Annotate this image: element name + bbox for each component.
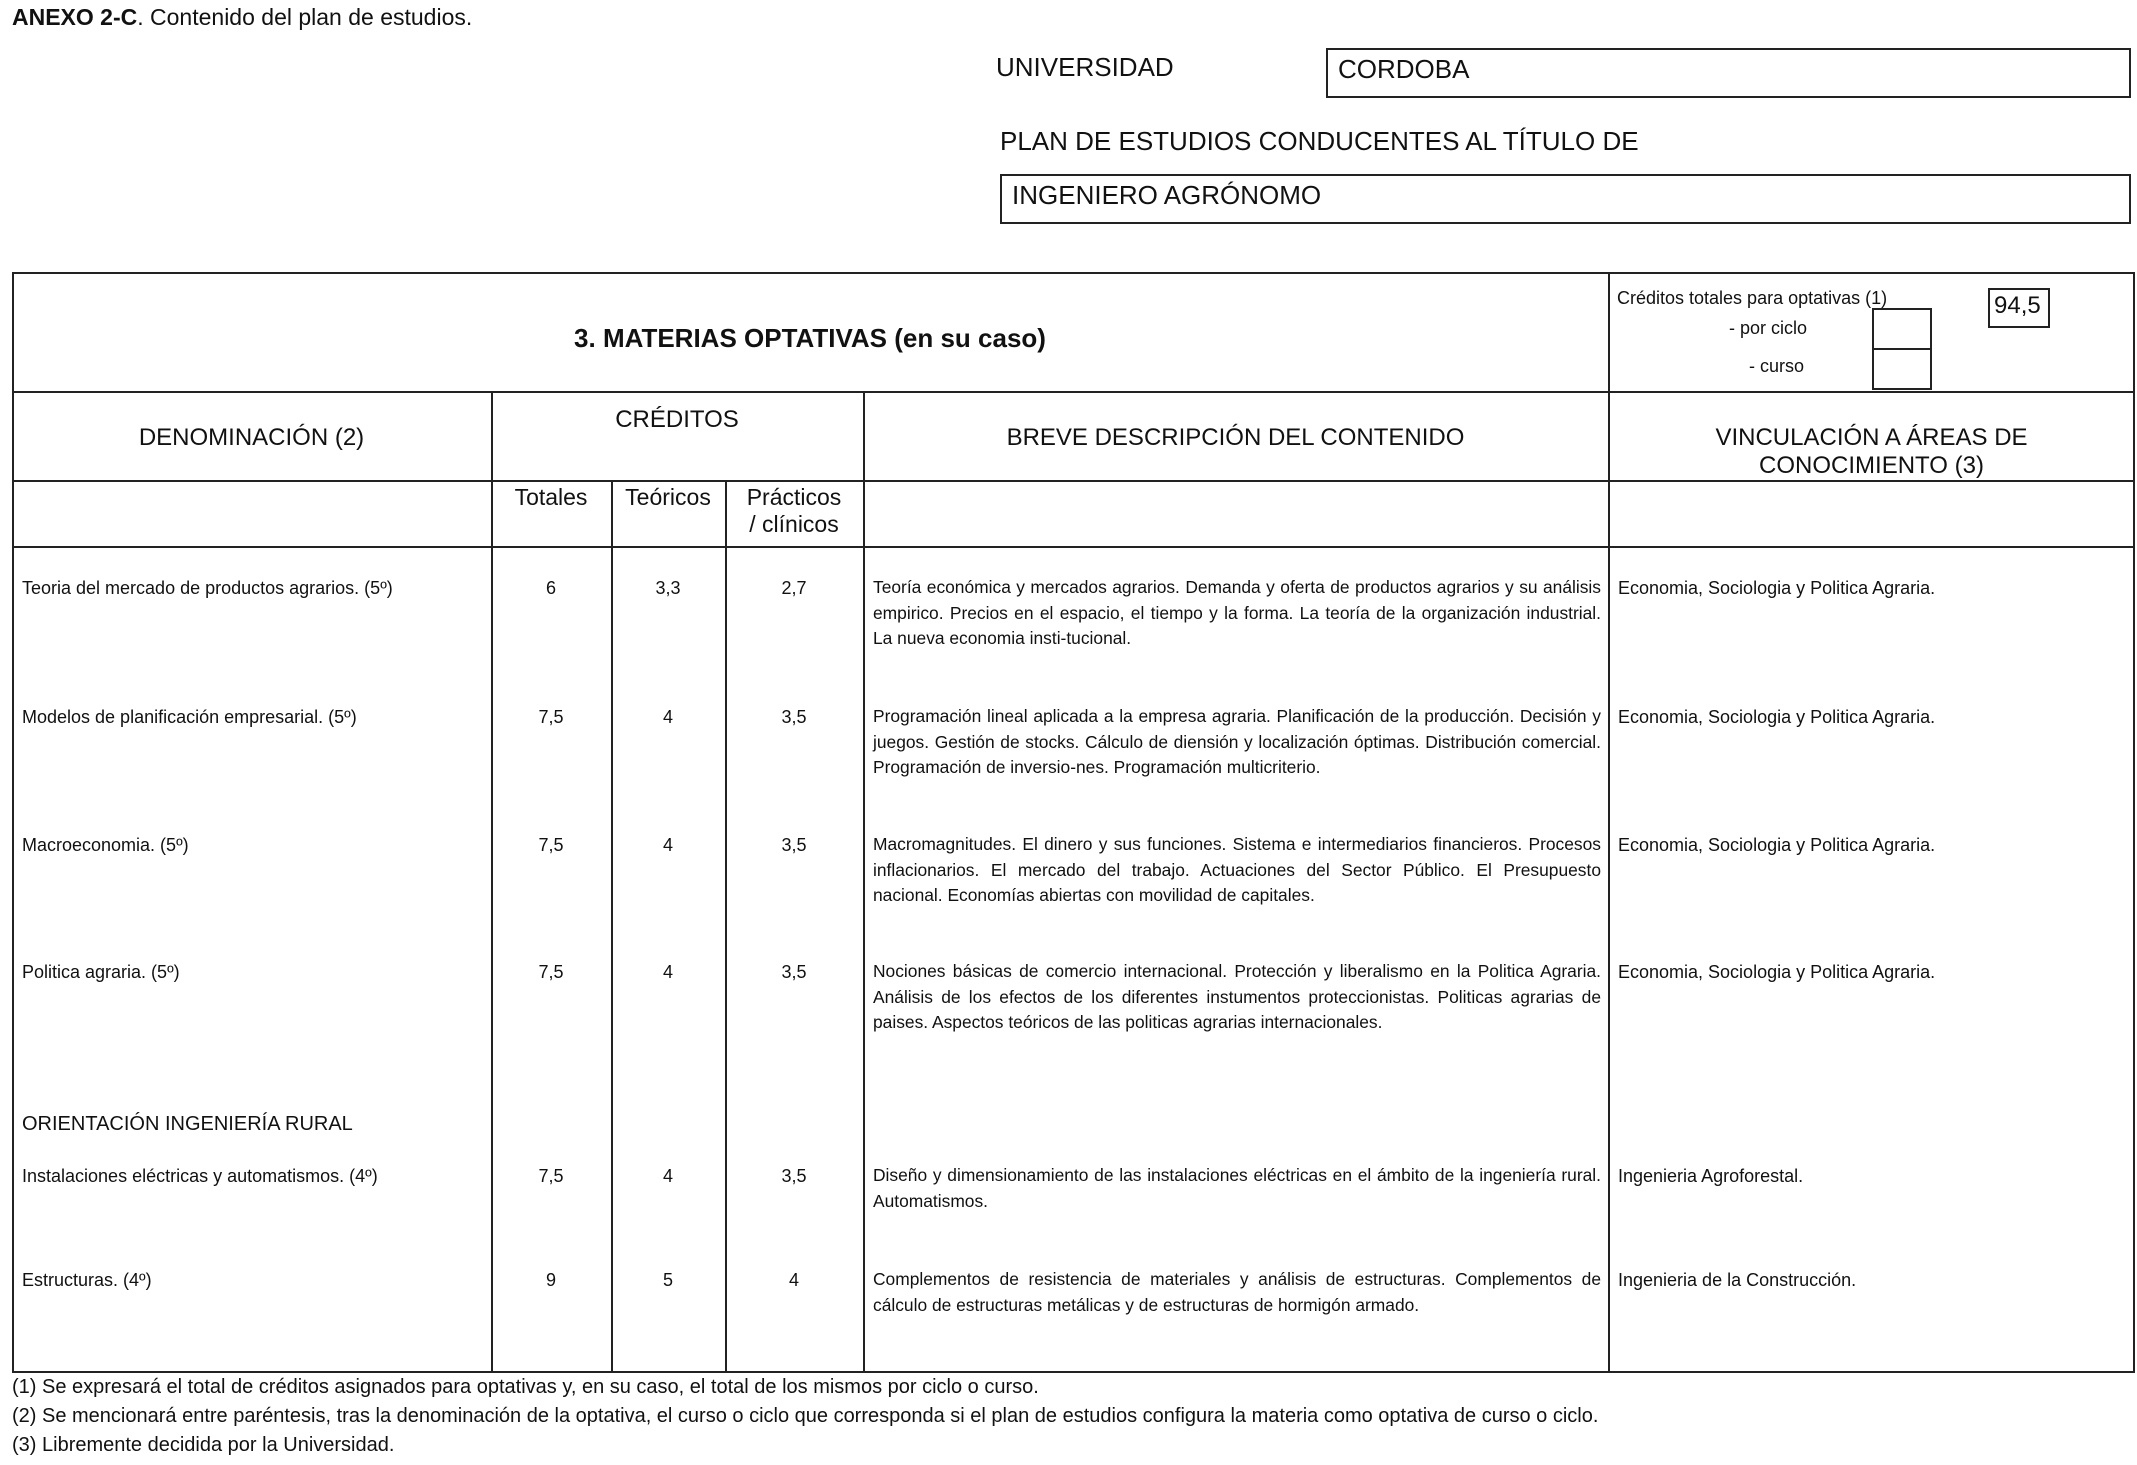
row-area: Economia, Sociologia y Politica Agraria.	[1618, 578, 1936, 598]
divider	[611, 480, 613, 1373]
row-practicos: 2,7	[781, 578, 807, 598]
divider	[12, 480, 2135, 482]
row-practicos: 3,5	[781, 707, 807, 727]
row-teoricos: 4	[662, 1166, 673, 1186]
universidad-value: CORDOBA	[1338, 54, 1470, 84]
row-denominacion: Politica agraria. (5º)	[22, 962, 180, 982]
plan-field	[1000, 174, 2131, 224]
row-denominacion: Modelos de planificación empresarial. (5º)	[22, 707, 357, 727]
row-area: Economia, Sociologia y Politica Agraria.	[1618, 707, 1936, 727]
row-area: Ingenieria de la Construcción.	[1618, 1270, 1857, 1290]
row-teoricos: 5	[662, 1270, 673, 1290]
row-teoricos: 4	[662, 962, 673, 982]
annex-heading	[12, 4, 472, 31]
divider	[491, 480, 863, 482]
divider	[12, 391, 2135, 393]
creditos-totales-label: Créditos totales para optativas (1)	[1617, 288, 1888, 308]
row-practicos: 3,5	[781, 962, 807, 982]
por-ciclo-label: - por ciclo	[1729, 318, 1808, 338]
row-descripcion: Teoría económica y mercados agrarios. Demanda y oferta de productos agrarios y su análisis empirico. Precios en el espacio, el tiempo y la forma. La teoría de la organización industrial. La nueva economia insti-tucional.	[873, 577, 1601, 648]
row-descripcion: Macromagnitudes. El dinero y sus funciones. Sistema e intermediarios financieros. Procesos inflacionarios. El mercado del trabajo. Actuaciones del Sector Público. El Presupuesto nacional. Economías abiertas con movilidad de capitales.	[873, 834, 1601, 905]
divider	[725, 480, 727, 1373]
curso-box	[1872, 348, 1932, 390]
row-totales: 6	[545, 578, 556, 598]
row-denominacion: Estructuras. (4º)	[22, 1270, 152, 1290]
divider	[12, 546, 2135, 548]
header-teoricos: Teóricos	[625, 484, 711, 510]
row-denominacion: Instalaciones eléctricas y automatismos. (4º)	[22, 1166, 378, 1186]
universidad-label: UNIVERSIDAD	[996, 52, 1174, 82]
row-descripcion: Nociones básicas de comercio internacional. Protección y liberalismo en la Politica Agraria. Análisis de los efectos de los diferentes instumentos proteccionistas. Politicas agrarias de paises. Aspectos teóricos de las politicas agrarias internacionales.	[873, 961, 1601, 1032]
row-teoricos: 4	[662, 707, 673, 727]
divider	[491, 391, 493, 1373]
footnote-2: (2) Se mencionará entre paréntesis, tras la denominación de la optativa, el curso o ciclo que corresponda si el plan de estudios configura la materia como optativa de curso o ciclo.	[12, 1405, 1599, 1427]
annex-text: . Contenido del plan de estudios.	[137, 4, 473, 30]
header-practicos-2: / clínicos	[749, 511, 839, 537]
header-totales: Totales	[514, 484, 588, 510]
header-vinculacion-1: VINCULACIÓN A ÁREAS DE	[1715, 424, 2028, 451]
header-denominacion: DENOMINACIÓN (2)	[138, 424, 365, 451]
row-totales: 9	[545, 1270, 556, 1290]
row-area: Ingenieria Agroforestal.	[1618, 1166, 1804, 1186]
row-descripcion: Diseño y dimensionamiento de las instalaciones eléctricas en el ámbito de la ingeniería rural. Automatismos.	[873, 1165, 1601, 1211]
row-denominacion: Macroeconomia. (5º)	[22, 835, 189, 855]
creditos-totales-box	[1988, 288, 2050, 328]
orientation-label: ORIENTACIÓN INGENIERÍA RURAL	[22, 1113, 353, 1135]
header-creditos: CRÉDITOS	[615, 406, 739, 433]
creditos-totales-value: 94,5	[1994, 292, 2041, 319]
footnote-1: (1) Se expresará el total de créditos asignados para optativas y, en su caso, el total de los mismos por ciclo o curso.	[12, 1376, 1039, 1398]
annex-label: ANEXO 2-C	[12, 4, 138, 30]
row-descripcion: Complementos de resistencia de materiales y análisis de estructuras. Complementos de cálculo de estructuras metálicas y de estructuras de hormigón armado.	[873, 1269, 1601, 1315]
row-totales: 7,5	[538, 835, 564, 855]
row-area: Economia, Sociologia y Politica Agraria.	[1618, 835, 1936, 855]
header-practicos-1: Prácticos	[746, 484, 842, 510]
row-totales: 7,5	[538, 962, 564, 982]
universidad-field	[1326, 48, 2131, 98]
row-totales: 7,5	[538, 1166, 564, 1186]
curso-label: - curso	[1749, 356, 1805, 376]
row-practicos: 4	[788, 1270, 799, 1290]
header-vinculacion-2: CONOCIMIENTO (3)	[1759, 452, 1984, 479]
plan-value: INGENIERO AGRÓNOMO	[1012, 180, 1322, 210]
footnote-3: (3) Libremente decidida por la Universidad.	[12, 1434, 395, 1456]
row-denominacion: Teoria del mercado de productos agrarios. (5º)	[22, 578, 393, 598]
section-title: 3. MATERIAS OPTATIVAS (en su caso)	[574, 323, 1046, 353]
row-teoricos: 3,3	[655, 578, 681, 598]
divider	[863, 391, 865, 1373]
row-totales: 7,5	[538, 707, 564, 727]
row-practicos: 3,5	[781, 1166, 807, 1186]
header-descripcion: BREVE DESCRIPCIÓN DEL CONTENIDO	[1006, 424, 1465, 451]
row-practicos: 3,5	[781, 835, 807, 855]
row-descripcion: Programación lineal aplicada a la empresa agraria. Planificación de la producción. Decisión y juegos. Gestión de stocks. Cálculo de diensión y localización óptimas. Distribución comercial. Programación de inversio-nes. Programación multicriterio.	[873, 706, 1601, 777]
por-ciclo-box	[1872, 308, 1932, 350]
plan-label: PLAN DE ESTUDIOS CONDUCENTES AL TÍTULO DE	[1000, 126, 1639, 156]
row-teoricos: 4	[662, 835, 673, 855]
row-area: Economia, Sociologia y Politica Agraria.	[1618, 962, 1936, 982]
